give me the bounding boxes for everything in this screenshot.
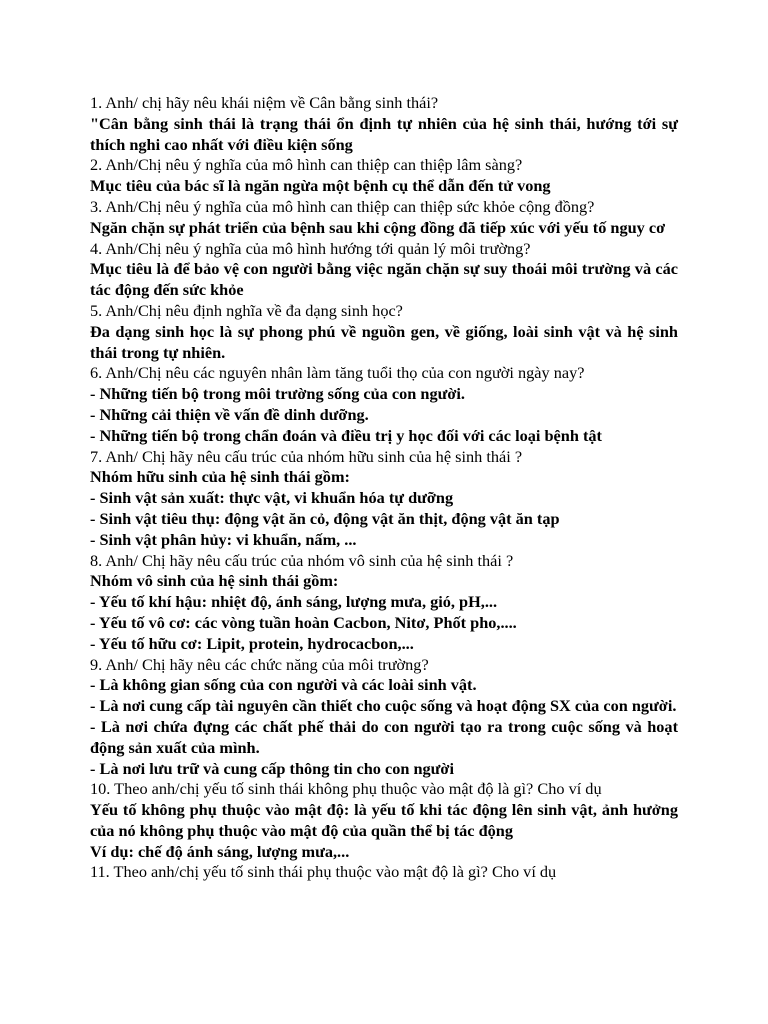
document-body — [90, 93, 678, 883]
answer-4: Mục tiêu là để bảo vệ con người bằng việc ngăn chặn sự suy thoái môi trường và các tác động đến sức khỏe — [90, 259, 678, 300]
question-2: 2. Anh/Chị nêu ý nghĩa của mô hình can thiệp can thiệp lâm sàng? — [90, 155, 523, 175]
question-7: 7. Anh/ Chị hãy nêu cấu trúc của nhóm hữu sinh của hệ sinh thái ? — [90, 446, 523, 466]
answer-7-item: - Sinh vật tiêu thụ: động vật ăn cỏ, động vật ăn thịt, động vật ăn tạp — [90, 508, 560, 528]
question-6: 6. Anh/Chị nêu các nguyên nhân làm tăng tuổi thọ của con người ngày nay? — [90, 363, 585, 383]
answer-6-item: - Những tiến bộ trong chẩn đoán và điều trị y học đối với các loại bệnh tật — [90, 425, 602, 445]
answer-10-example: Ví dụ: chế độ ánh sáng, lượng mưa,... — [90, 841, 350, 861]
question-11: 11. Theo anh/chị yếu tố sinh thái phụ thuộc vào mật độ là gì? Cho ví dụ — [90, 862, 557, 882]
answer-6-item: - Những tiến bộ trong môi trường sống của con người. — [90, 384, 465, 404]
answer-8-item: - Yếu tố khí hậu: nhiệt độ, ánh sáng, lượng mưa, gió, pH,... — [90, 592, 498, 612]
question-9: 9. Anh/ Chị hãy nêu các chức năng của môi trường? — [90, 654, 429, 674]
answer-8-item: - Yếu tố hữu cơ: Lipit, protein, hydrocacbon,... — [90, 633, 414, 653]
question-8: 8. Anh/ Chị hãy nêu cấu trúc của nhóm vô sinh của hệ sinh thái ? — [90, 550, 514, 570]
answer-8-item: - Yếu tố vô cơ: các vòng tuần hoàn Cacbon, Nitơ, Phốt pho,.... — [90, 612, 517, 632]
answer-2: Mục tiêu của bác sĩ là ngăn ngừa một bệnh cụ thể dẫn đến tử vong — [90, 176, 551, 196]
answer-3: Ngăn chặn sự phát triển của bệnh sau khi cộng đồng đã tiếp xúc với yếu tố nguy cơ — [90, 217, 666, 237]
answer-6-item: - Những cải thiện về vấn đề dinh dưỡng. — [90, 404, 369, 424]
answer-7-item: - Sinh vật sản xuất: thực vật, vi khuẩn hóa tự dưỡng — [90, 488, 454, 508]
answer-1: "Cân bằng sinh thái là trạng thái ổn định tự nhiên của hệ sinh thái, hướng tới sự thích nghi cao nhất với điều kiện sống — [90, 113, 678, 154]
answer-8-heading: Nhóm vô sinh của hệ sinh thái gồm: — [90, 571, 339, 591]
answer-7-heading: Nhóm hữu sinh của hệ sinh thái gồm: — [90, 467, 350, 487]
question-10: 10. Theo anh/chị yếu tố sinh thái không phụ thuộc vào mật độ là gì? Cho ví dụ — [90, 779, 602, 799]
question-1: 1. Anh/ chị hãy nêu khái niệm về Cân bằng sinh thái? — [90, 93, 439, 112]
answer-10: Yếu tố không phụ thuộc vào mật độ: là yếu tố khi tác động lên sinh vật, ảnh hưởng của nó không phụ thuộc vào mật độ của quần thể bị tác động — [90, 800, 678, 840]
answer-9-item: - Là nơi chứa đựng các chất phế thải do con người tạo ra trong cuộc sống và hoạt động sản xuất của mình. — [90, 716, 678, 757]
answer-7-item: - Sinh vật phân hủy: vi khuẩn, nấm, ... — [90, 529, 357, 549]
answer-9-item: - Là nơi cung cấp tài nguyên cần thiết cho cuộc sống và hoạt động SX của con người. — [90, 696, 677, 716]
question-3: 3. Anh/Chị nêu ý nghĩa của mô hình can thiệp can thiệp sức khỏe cộng đồng? — [90, 196, 595, 216]
question-4: 4. Anh/Chị nêu ý nghĩa của mô hình hướng tới quản lý môi trường? — [90, 238, 531, 258]
answer-9-item: - Là không gian sống của con người và các loài sinh vật. — [90, 675, 477, 695]
answer-5: Đa dạng sinh học là sự phong phú về nguồn gen, về giống, loài sinh vật và hệ sinh thái trong tự nhiên. — [90, 321, 678, 362]
question-5: 5. Anh/Chị nêu định nghĩa về đa dạng sinh học? — [90, 300, 403, 320]
answer-9-item: - Là nơi lưu trữ và cung cấp thông tin cho con người — [90, 758, 454, 778]
